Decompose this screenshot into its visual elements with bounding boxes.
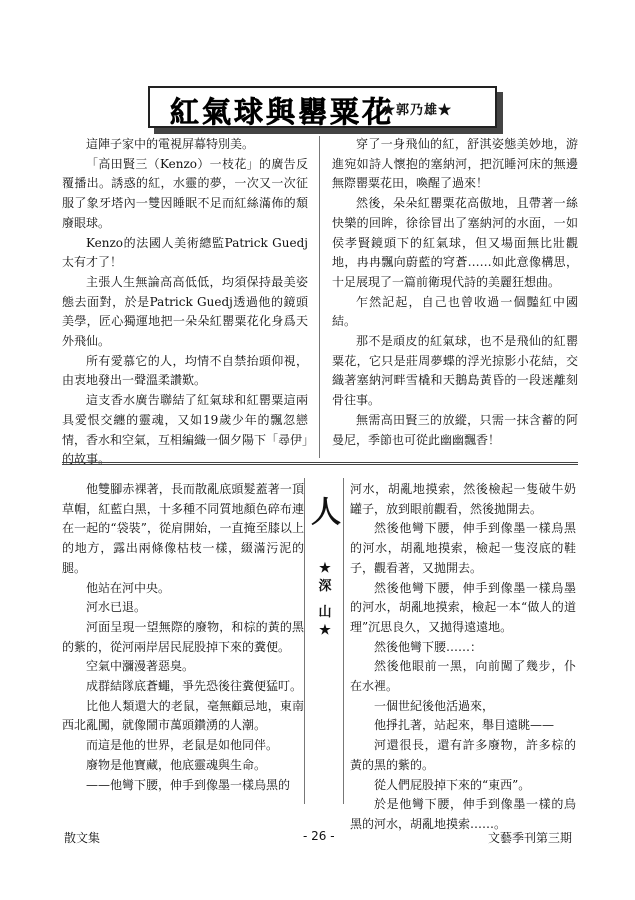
section-divider [62,462,578,465]
page-number: - 26 - [303,829,335,843]
paragraph: 那不是頑皮的紅氣球，也不是飛仙的紅罌粟花，它只是莊周夢蝶的浮光掠影小花結，交織著塞納河畔雪橇和天鵝島黃昏的一段迷離刻骨往事。 [332,334,578,408]
column-divider [343,478,344,804]
paragraph: 乍然記起，自己也曾收過一個豔紅中國結。 [332,294,578,329]
article-title-box [148,86,497,128]
paragraph: 河還很長，還有許多廢物，許多棕的黃的黑的紫的。 [350,738,576,772]
paragraph: 廢物是他寶藏，他底靈魂與生命。 [86,757,267,772]
paragraph: Kenzo的法國人美術總監Patrick Guedj太有才了！ [62,235,308,270]
author-char: ★ [319,623,331,638]
paragraph: 一個世紀後他活過來， [374,698,495,713]
paragraph: 這陣子家中的電視屏幕特別美。 [86,137,255,151]
author-gap [316,596,334,604]
paragraph: 成群結隊底蒼蠅，爭先恐後往糞便猛叮。 [86,679,303,694]
paragraph: 河面呈現一望無際的廢物，和棕的黃的黑的紫的，從河兩岸居民屁股掉下來的糞便。 [62,619,304,654]
story-author [316,560,334,640]
paragraph: 他掙扎著，站起來，舉目遠眺—— [374,718,555,733]
paragraph: 這支香水廣告聯結了紅氣球和紅罌粟這兩具愛恨交纏的靈魂，又如19歲少年的飄忽戀情，香水和空氣，互相編織一個夕陽下「尋伊」的故事。 [62,393,309,467]
paragraph: 所有愛慕它的人，均情不自禁抬頭仰視，由衷地發出一聲溫柔讚歎。 [62,353,308,388]
column-divider [319,136,320,458]
paragraph: 河水，胡亂地摸索，然後檢起一隻破牛奶罐子，放到眼前觀看，然後拋開去。 [350,482,576,516]
paragraph: 然後他眼前一黑，向前闖了幾步，仆在水裡。 [350,659,576,694]
author-char: ★ [319,561,331,576]
author-char: 山 [318,605,332,620]
paragraph: 然後他彎下腰……： [374,639,483,654]
article-author: ★郭乃雄★ [382,103,453,118]
story-column-left [62,480,304,795]
paragraph: 他雙腳赤裸著，長而散亂底頭髮蓋著一頂草帽，紅藍白黑，十多種不同質地顏色碎布連在一起的“袋裝”，從肩開始，一直掩至膝以上的地方，露出兩條像枯枝一樣，綴滿污泥的腿。 [62,482,304,575]
paragraph: 「高田賢三（Kenzo）一枝花」的廣告反覆播出。誘惑的紅，水靈的夢，一次又一次征服了象牙塔內一雙因睡眠不足而紅絲滿佈的頹廢眼球。 [62,156,308,230]
column-divider [304,478,305,804]
paragraph: 主張人生無論高高低低，均須保持最美姿態去面對，於是Patrick Guedj透過他的鏡頭美學，匠心獨運地把一朵朵紅罌粟花化身爲天外飛仙。 [62,274,308,349]
paragraph: ——他彎下腰，伸手到像墨一樣烏黑的 [86,777,291,792]
paragraph: 於是他彎下腰，伸手到像墨一樣的烏黑的河水，胡亂地摸索……。 [350,797,576,831]
story-column-right [350,480,576,835]
paragraph: 河水已退。 [86,600,147,615]
article-title: 紅氣球與罌粟花 [170,95,395,129]
paragraph: 空氣中瀰漫著惡臭。 [86,659,195,674]
paragraph: 然後他彎下腰，伸手到像墨一樣烏墨的河水，胡亂地摸索，檢起一本“做人的道理”沉思良久，又拋得遠遠地。 [350,580,576,634]
story-title: 人 [311,495,341,530]
paragraph: 他站在河中央。 [86,580,171,595]
paragraph: 從人們屁股掉下來的“東西”。 [374,777,531,792]
paragraph: 比他人類還大的老鼠，毫無顧忌地，東南西北亂闖，就像鬧市萬頭鑽湧的人潮。 [62,698,304,733]
paragraph: 然後他彎下腰，伸手到像墨一樣烏黑的河水，胡亂地摸索，檢起一隻沒底的鞋子，觀看著，又拋開去。 [350,521,576,575]
paragraph: 而這是他的世界，老鼠是如他同伴。 [86,738,279,753]
footer-section-name: 散文集 [64,831,101,845]
author-char: 深 [318,579,332,594]
paragraph: 穿了一身飛仙的紅，舒淇姿態美妙地，游進宛如詩人懷抱的塞納河，把沉睡河床的無邊無際罌粟花田，喚醒了過來！ [332,137,578,191]
article-column-right [332,135,578,450]
article-column-left [62,135,308,470]
paragraph: 然後，朵朵紅罌粟花高傲地，且帶著一絲快樂的回眸，徐徐冒出了塞納河的水面，一如侯孝賢鏡頭下的紅氣球，但又場面無比壯觀地，冉冉飄向蔚藍的穹蒼……如此意像構思，十足展現了一篇前衛現代詩的美麗狂想曲。 [332,196,578,289]
paragraph: 無需高田賢三的放縱，只需一抹含蓄的阿曼尼，季節也可從此幽幽飄香！ [332,412,578,447]
footer-publication: 文藝季刊第三期 [488,831,573,845]
